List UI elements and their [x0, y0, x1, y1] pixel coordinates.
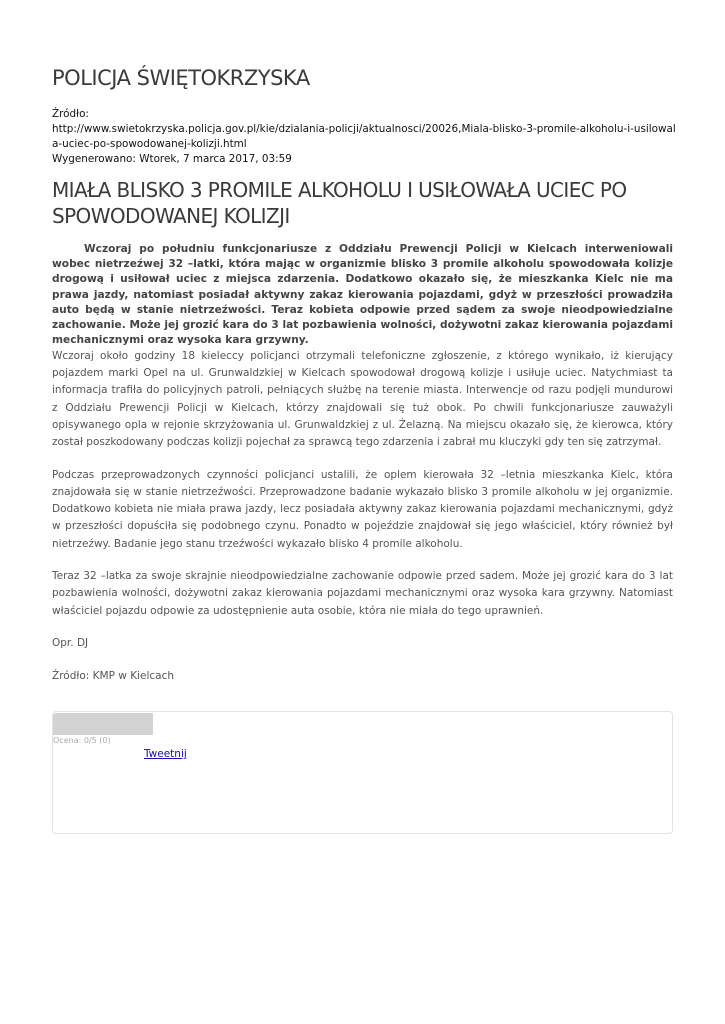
- rating-label: Ocena: 0/5 (0): [53, 736, 111, 745]
- rating-stars-bar[interactable]: [53, 713, 153, 735]
- generated-date: Wygenerowano: Wtorek, 7 marca 2017, 03:59: [52, 153, 292, 165]
- source-label: Źródło:: [52, 108, 89, 120]
- source-note: Źródło: KMP w Kielcach: [52, 670, 175, 683]
- rating-box: [52, 711, 673, 834]
- article-paragraph: Wczoraj około godziny 18 kieleccy policjanci otrzymali telefoniczne zgłoszenie, z którego wynikało, iż kierujący pojazdem marki Opel na ul. Grunwaldzkiej w Kielcach spowodował drogową kolizje i usiłuje uciec. Natychmiast ta informacja trafiła do policyjnych patroli, pełniących służbę na terenie miasta. Interwencje od razu podjęli mundurowi z Oddziału Prewencji Policji w Kielcach, którzy znajdowali się tuż obok. Po chwili funkcjonariusze zauważyli opisywanego opla w rejonie skrzyżowania ul. Grunwaldzkiej z ul. Żelazną. Na miejscu okazało się, że kierowca, który został poszkodowany podczas kolizji pojechał za sprawcą tego zdarzenia i zabrał mu kluczyki gdy ten się zatrzymał.: [52, 350, 673, 449]
- article-paragraph: Podczas przeprowadzonych czynności policjanci ustalili, że oplem kierowała 32 –letnia mieszkanka Kielc, która znajdowała się w stanie nietrzeźwości. Przeprowadzone badanie wykazało blisko 3 promile alkoholu w jej organizmie. Dodatkowo kobieta nie miała prawa jazdy, lecz posiadała aktywny zakaz kierowania pojazdami mechanicznymi, gdyż w przeszłości dopuściła się podobnego czynu. Ponadto w pojeździe znajdował się jego właściciel, który również był nietrzeźwy. Badanie jego stanu trzeźwości wykazało blisko 4 promile alkoholu.: [52, 468, 673, 550]
- document-meta: [52, 107, 677, 167]
- article-title: MIAŁA BLISKO 3 PROMILE ALKOHOLU I USIŁOWAŁA UCIEC PO SPOWODOWANEJ KOLIZJI: [52, 178, 627, 228]
- article-lead: Wczoraj po południu funkcjonariusze z Oddziału Prewencji Policji w Kielcach interweniowali wobec nietrzeźwej 32 –latki, która mając w organizmie blisko 3 promile alkoholu spowodowała kolizje drogową i usiłował uciec z miejsca zdarzenia. Dodatkowo okazało się, że mieszkanka Kielc nie ma prawa jazdy, natomiast posiadał aktywny zakaz kierowania pojazdami, gdyż w przeszłości prowadziła auto będą w stanie nietrzeźwości. Teraz kobieta odpowie przed sądem za swoje nieodpowiedzialne zachowanie. Może jej grozić kara do 3 lat pozbawienia wolności, dożywotni zakaz kierowania pojazdami mechanicznymi oraz wysoka kara grzywny.: [52, 243, 673, 347]
- article-paragraph: Teraz 32 –latka za swoje skrajnie nieodpowiedzialne zachowanie odpowie przed sadem. Może jej grozić kara do 3 lat pozbawienia wolności, dożywotni zakaz kierowania pojazdami mechanicznymi oraz wysoka kara grzywny. Natomiast właściciel pojazdu odpowie za udostępnienie auta osobie, która nie miała do tego uprawnień.: [52, 570, 673, 617]
- site-title: POLICJA ŚWIĘTOKRZYSKA: [52, 66, 310, 90]
- source-url: http://www.swietokrzyska.policja.gov.pl/kie/dzialania-policji/aktualnosci/20026,Miala-blisko-3-promile-alkoholu-i-usilowala-uciec-po-spowodowanej-kolizji.html: [52, 123, 676, 150]
- article-body: [52, 348, 673, 701]
- tweet-link[interactable]: Tweetnij: [144, 748, 187, 760]
- author-note: Opr. DJ: [52, 637, 89, 650]
